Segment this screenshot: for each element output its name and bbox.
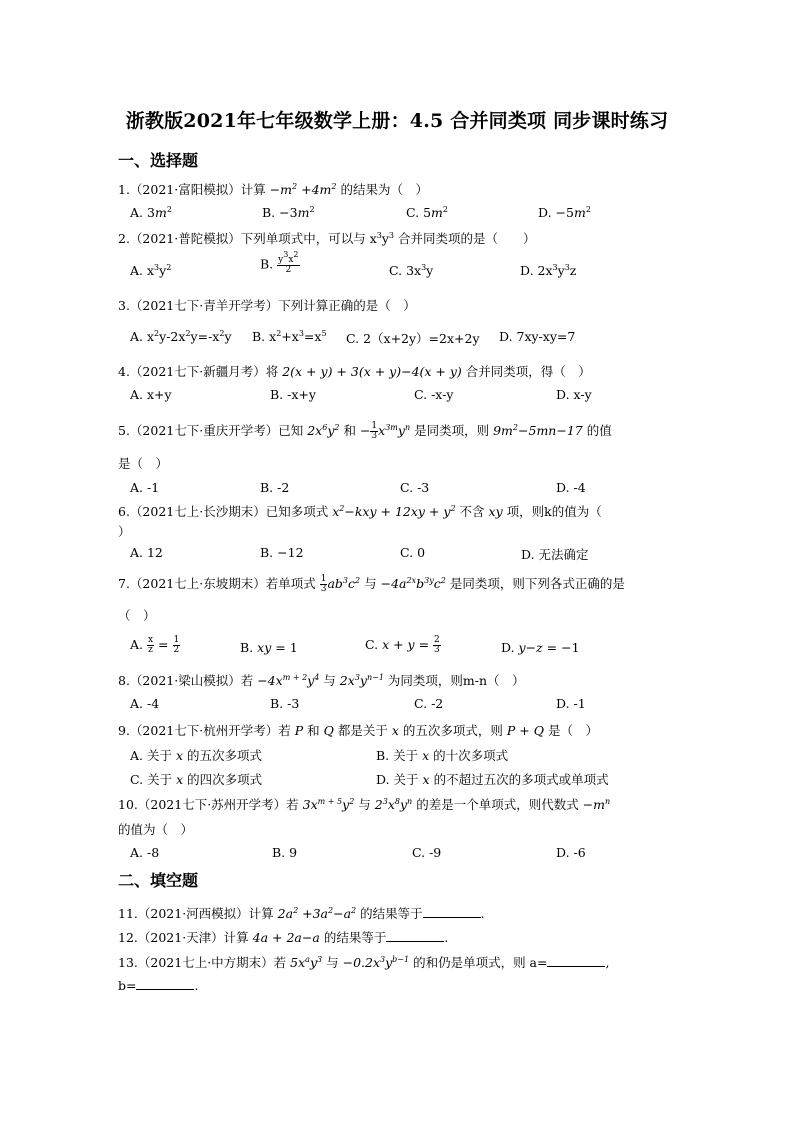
question-11: 11.（2021·河西模拟）计算 $2a^2 +3a^2-a^2$ 的结果等于 .: [118, 906, 485, 921]
q1-tail: 的结果为（ ）: [340, 182, 428, 197]
question-5: 5.（2021七下·重庆开学考）已知 $2x^6y^2$ 和 − $\frac{1}{3}$ $x^{3m}y^n$ 是同类项，则 $9m^2-5mn-17$ 的值: [118, 421, 612, 441]
q7-option-c: C. x + y = $\frac{2}{3}$: [365, 635, 440, 655]
question-6: 6.（2021七上·长沙期末）已知多项式 $x^2-kxy + 12xy + y^2$ 不含 xy 项，则k的值为（: [118, 504, 602, 519]
q8-option-a: A. -4: [130, 696, 160, 711]
q4-option-a: A. x+y: [130, 387, 172, 402]
q9-option-c: C. 关于 x 的四次多项式: [130, 772, 263, 787]
question-8: 8.（2021·梁山模拟）若 $-4x^{m + 2}y^4$ 与 $2x^3y^{n-1}$ 为同类项，则m-n（ ）: [118, 673, 525, 688]
q7-option-a: A. $\frac{x}{z}$ = $\frac{1}{2}$: [130, 635, 180, 655]
q6-option-a: A. 12: [130, 545, 163, 560]
q1-option-c: C. $5m^2$: [406, 205, 448, 220]
q7-option-d: D. y−z = −1: [501, 640, 580, 655]
question-1: 1.（2021·富阳模拟）计算 $-m^2 +4m^2$ 的结果为（ ）: [118, 182, 428, 197]
answer-blank[interactable]: [386, 930, 444, 942]
question-12: 12.（2021·天津）计算 4a + 2a−a 的结果等于 .: [118, 930, 449, 945]
question-7-continued: （ ）: [118, 608, 156, 623]
q4-option-d: D. x-y: [556, 387, 592, 402]
q1-option-b: B. $-3m^2$: [262, 205, 315, 220]
q10-option-c: C. -9: [412, 845, 442, 860]
q2-option-c: C. $3x^3y$: [389, 263, 434, 278]
q5-option-d: D. -4: [556, 480, 586, 495]
q10-option-d: D. -6: [556, 845, 586, 860]
question-13-continued: b= .: [118, 978, 199, 993]
question-10-continued: 的值为（ ）: [118, 822, 194, 837]
q5-option-b: B. -2: [260, 480, 290, 495]
q2-option-a: A. $x^3y^2$: [130, 263, 172, 278]
q4-option-c: C. -x-y: [414, 387, 454, 402]
q3-option-a: A. $x^2y-2x^2y=-x^2y$: [130, 329, 232, 344]
question-2: 2.（2021·普陀模拟）下列单项式中，可以与 $x^3y^3$ 合并同类项的是（ ）: [118, 231, 536, 246]
q6-option-d: D. 无法确定: [521, 547, 589, 562]
q8-option-c: C. -2: [414, 696, 444, 711]
q1-stem: 1.（2021·富阳模拟）计算: [118, 182, 266, 197]
question-7: 7.（2021七上·东坡期末）若单项式 $\frac{1}{3}$ $ab^3c^2$ 与 $-4a^{2x}b^{3y}c^2$ 是同类项，则下列各式正确的是: [118, 574, 625, 594]
q6-option-c: C. 0: [400, 545, 426, 560]
question-5-continued: 是（ ）: [118, 456, 169, 471]
q7-option-b: B. xy = 1: [240, 640, 298, 655]
question-9: 9.（2021七下·杭州开学考）若 P 和 Q 都是关于 x 的五次多项式，则 P + Q 是（ ）: [118, 723, 598, 738]
section-heading-fill: 二、填空题: [118, 871, 199, 890]
q9-option-d: D. 关于 x 的不超过五次的多项式或单项式: [376, 772, 609, 787]
q1-option-a: A. $3m^2$: [130, 205, 172, 220]
page-title: 浙教版2021年七年级数学上册：4.5 合并同类项 同步课时练习: [125, 110, 669, 132]
answer-blank-a[interactable]: [547, 955, 605, 967]
q2-option-d: D. $2x^3y^3z$: [520, 263, 577, 278]
question-3: 3.（2021七下·青羊开学考）下列计算正确的是（ ）: [118, 298, 416, 313]
q9-option-b: B. 关于 x 的十次多项式: [376, 748, 509, 763]
q1-option-d: D. $-5m^2$: [538, 205, 591, 220]
answer-blank-b[interactable]: [136, 978, 194, 990]
question-6-continued: ）: [118, 524, 131, 539]
q2-option-b: B. $\frac{y^3x^2}{2}$: [260, 250, 299, 275]
q10-option-b: B. 9: [272, 845, 298, 860]
question-4: 4.（2021七下·新疆月考）将 2(x + y) + 3(x + y)−4(x + y) 合并同类项，得（ ）: [118, 364, 591, 379]
section-heading-choice: 一、选择题: [118, 151, 199, 170]
q3-option-b: B. $x^2+x^3=x^5$: [252, 329, 327, 344]
q8-option-d: D. -1: [556, 696, 586, 711]
q5-option-c: C. -3: [400, 480, 430, 495]
question-10: 10.（2021七下·苏州开学考）若 $3x^{m + 5}y^2$ 与 $2^3x^8y^n$ 的差是一个单项式，则代数式 $-m^n$: [118, 797, 611, 812]
q5-option-a: A. -1: [130, 480, 160, 495]
answer-blank[interactable]: [423, 906, 481, 918]
q8-option-b: B. -3: [270, 696, 300, 711]
q3-option-d: D. 7xy-xy=7: [499, 329, 576, 344]
question-13: 13.（2021七上·中方期末）若 $5x^ay^3$ 与 $-0.2x^3y^{b-1}$ 的和仍是单项式，则 a= ,: [118, 955, 610, 970]
q9-option-a: A. 关于 x 的五次多项式: [130, 748, 263, 763]
q4-option-b: B. -x+y: [270, 387, 316, 402]
q10-option-a: A. -8: [130, 845, 160, 860]
q3-option-c: C. 2（x+2y）=2x+2y: [346, 331, 480, 346]
q6-option-b: B. −12: [260, 545, 304, 560]
